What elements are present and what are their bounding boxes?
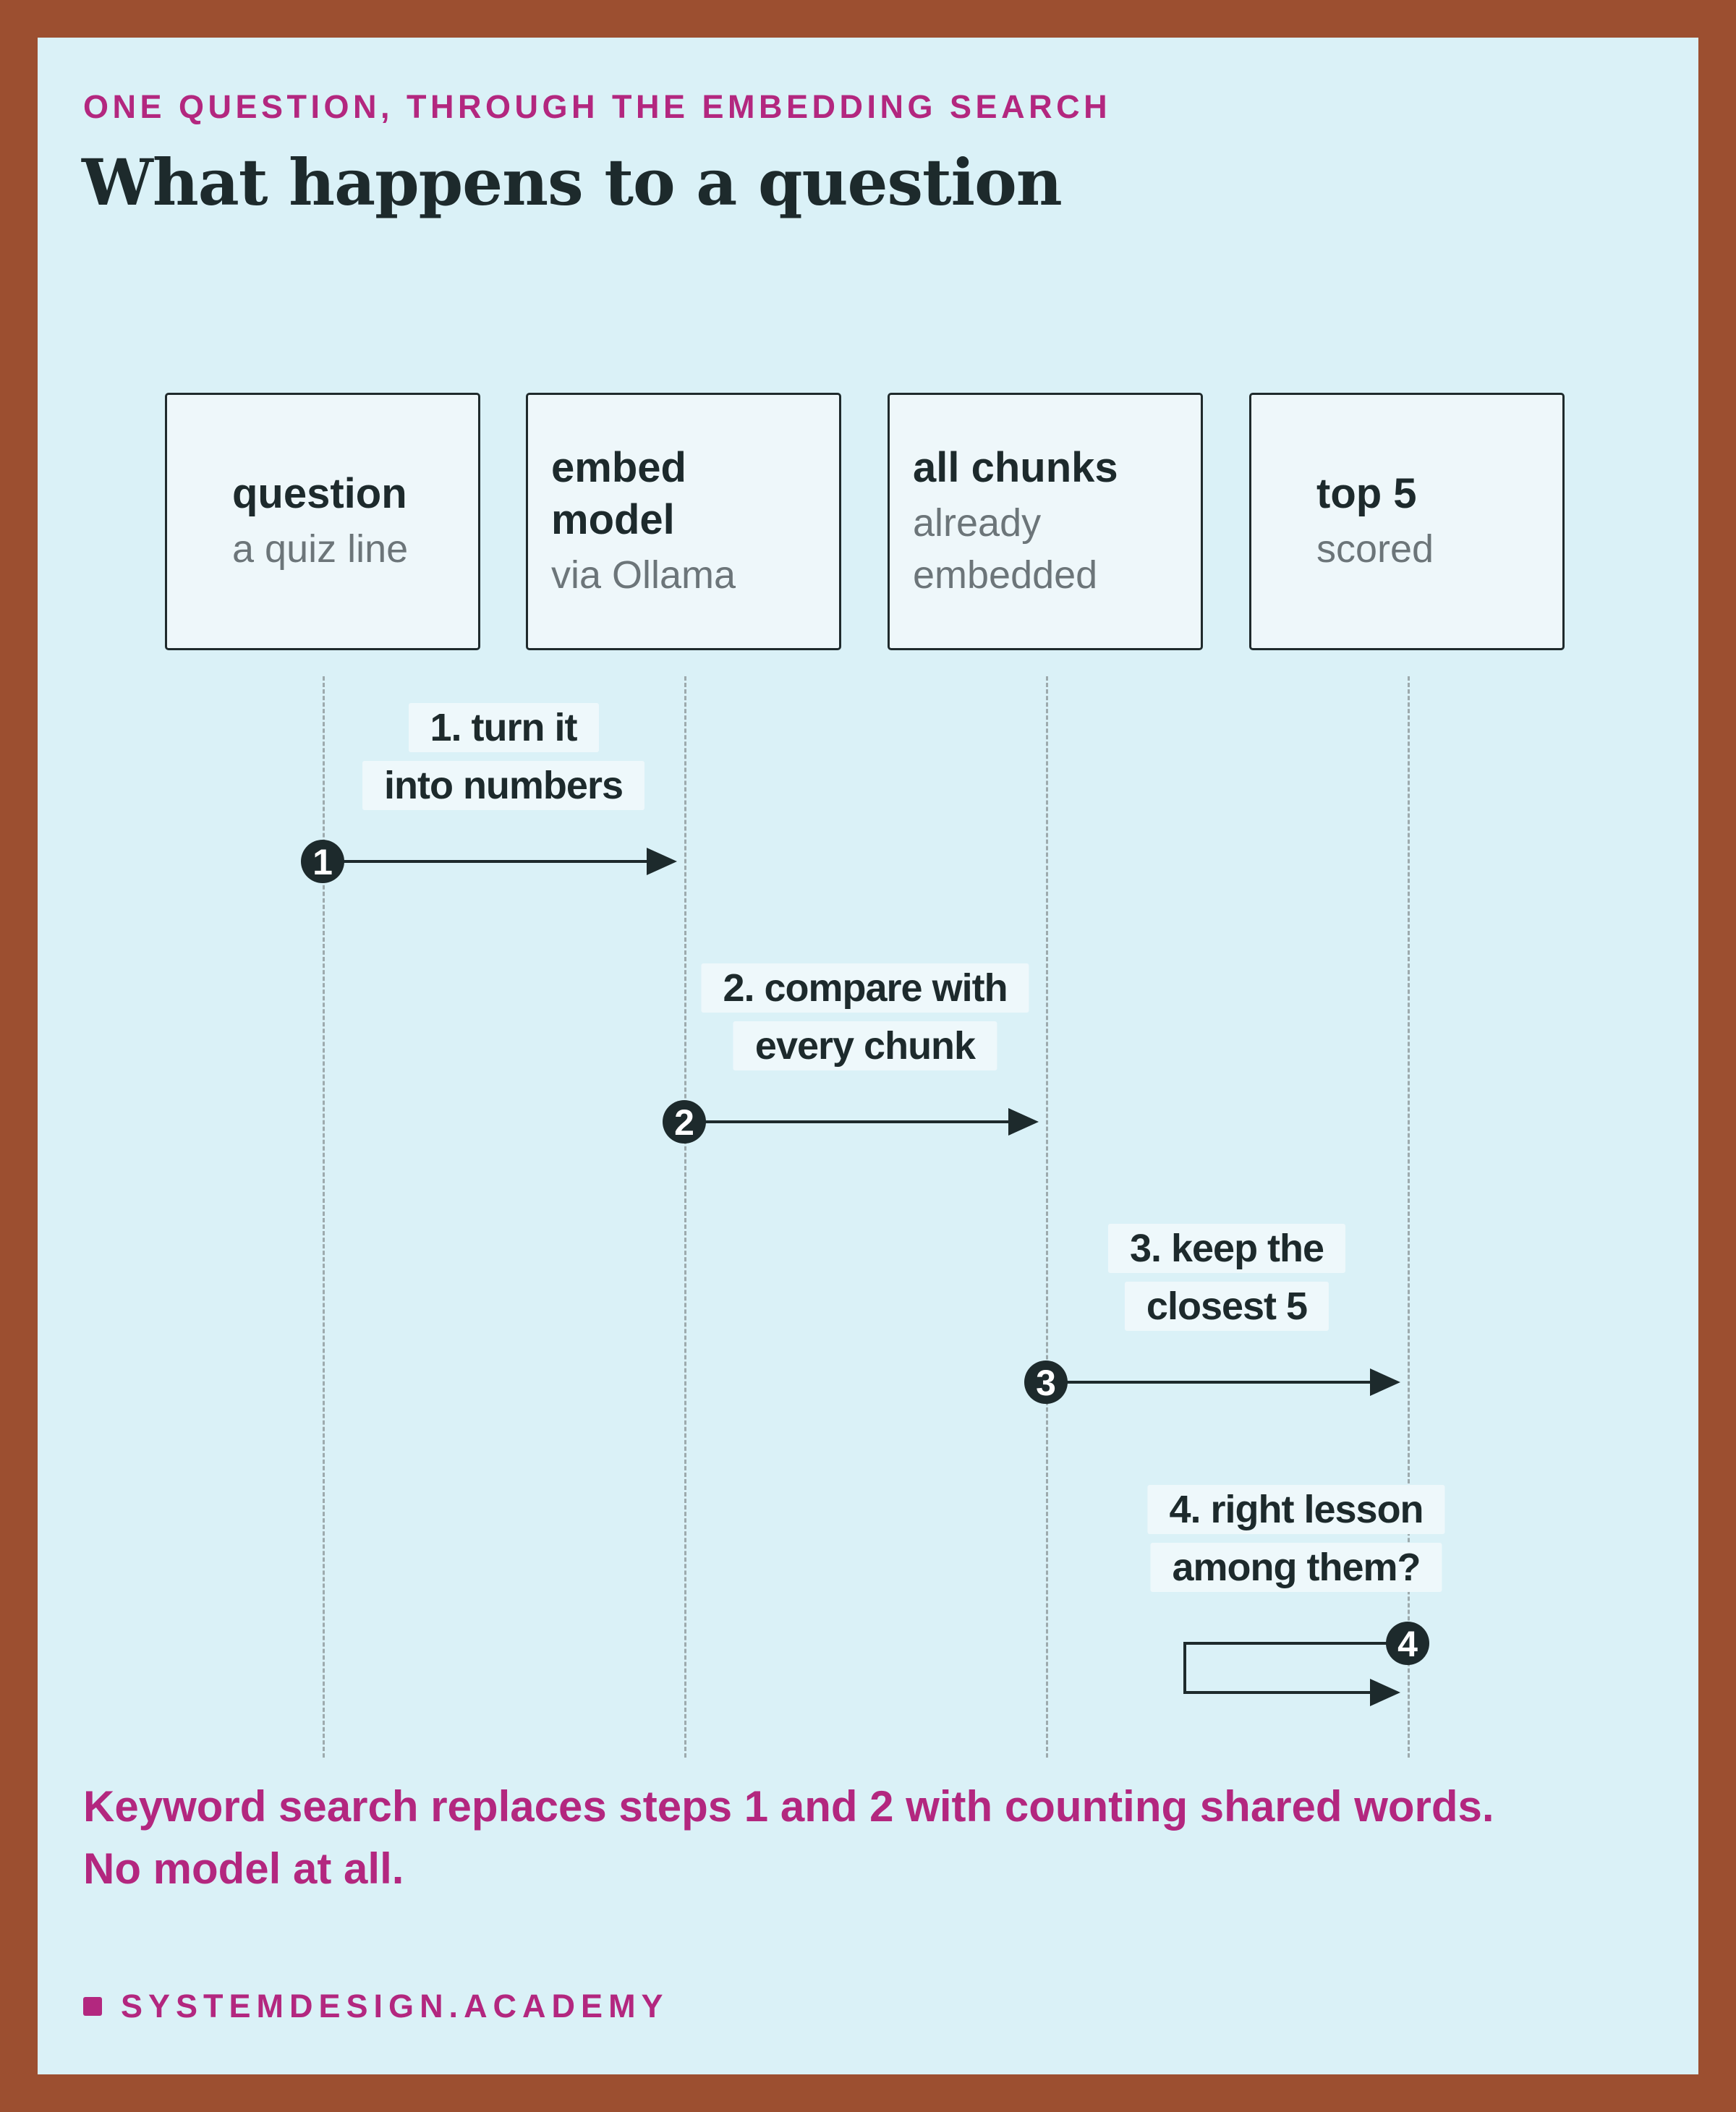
actor-name: all chunks bbox=[913, 444, 1118, 491]
footnote-line: Keyword search replaces steps 1 and 2 with counting shared words. bbox=[83, 1782, 1494, 1831]
step-badge-2 bbox=[663, 1100, 706, 1144]
step-number: 2 bbox=[674, 1102, 694, 1143]
arrow-2 bbox=[684, 1108, 1039, 1136]
step-badge-3 bbox=[1024, 1361, 1068, 1404]
message-text: every chunk bbox=[733, 1021, 997, 1070]
self-arrow-4 bbox=[1185, 1643, 1408, 1706]
step-number: 1 bbox=[312, 842, 333, 882]
message-text: 3. keep the bbox=[1108, 1224, 1345, 1273]
message-text: 1. turn it bbox=[408, 703, 598, 752]
step-badge-1 bbox=[301, 840, 344, 883]
actor-name: top 5 bbox=[1316, 470, 1417, 517]
actor-name: embed model bbox=[551, 444, 686, 543]
message-text: 4. right lesson bbox=[1147, 1485, 1444, 1534]
message-text: into numbers bbox=[362, 761, 644, 810]
footnote-line: No model at all. bbox=[83, 1844, 404, 1893]
eyebrow: ONE QUESTION, THROUGH THE EMBEDDING SEARCH bbox=[83, 88, 1112, 125]
actor-subtitle: already embedded bbox=[913, 501, 1098, 597]
page-title: What happens to a question bbox=[82, 145, 1062, 220]
actor-subtitle: scored bbox=[1316, 527, 1434, 571]
step-number: 4 bbox=[1397, 1624, 1418, 1664]
actor-subtitle: a quiz line bbox=[232, 527, 409, 571]
actor-subtitle: via Ollama bbox=[551, 553, 736, 597]
brand bbox=[83, 1988, 669, 2025]
step-number: 3 bbox=[1036, 1363, 1056, 1403]
footnote bbox=[83, 1776, 1494, 1900]
brand-text: SYSTEMDESIGN.ACADEMY bbox=[121, 1988, 669, 2024]
message-text: 2. compare with bbox=[701, 963, 1029, 1013]
brand-square-icon bbox=[83, 1997, 102, 2016]
arrow-1 bbox=[323, 848, 677, 875]
arrow-3 bbox=[1046, 1368, 1400, 1396]
actor-name: question bbox=[232, 470, 407, 517]
message-text: among them? bbox=[1150, 1543, 1442, 1592]
message-text: closest 5 bbox=[1125, 1282, 1329, 1331]
step-badge-4 bbox=[1386, 1622, 1429, 1665]
